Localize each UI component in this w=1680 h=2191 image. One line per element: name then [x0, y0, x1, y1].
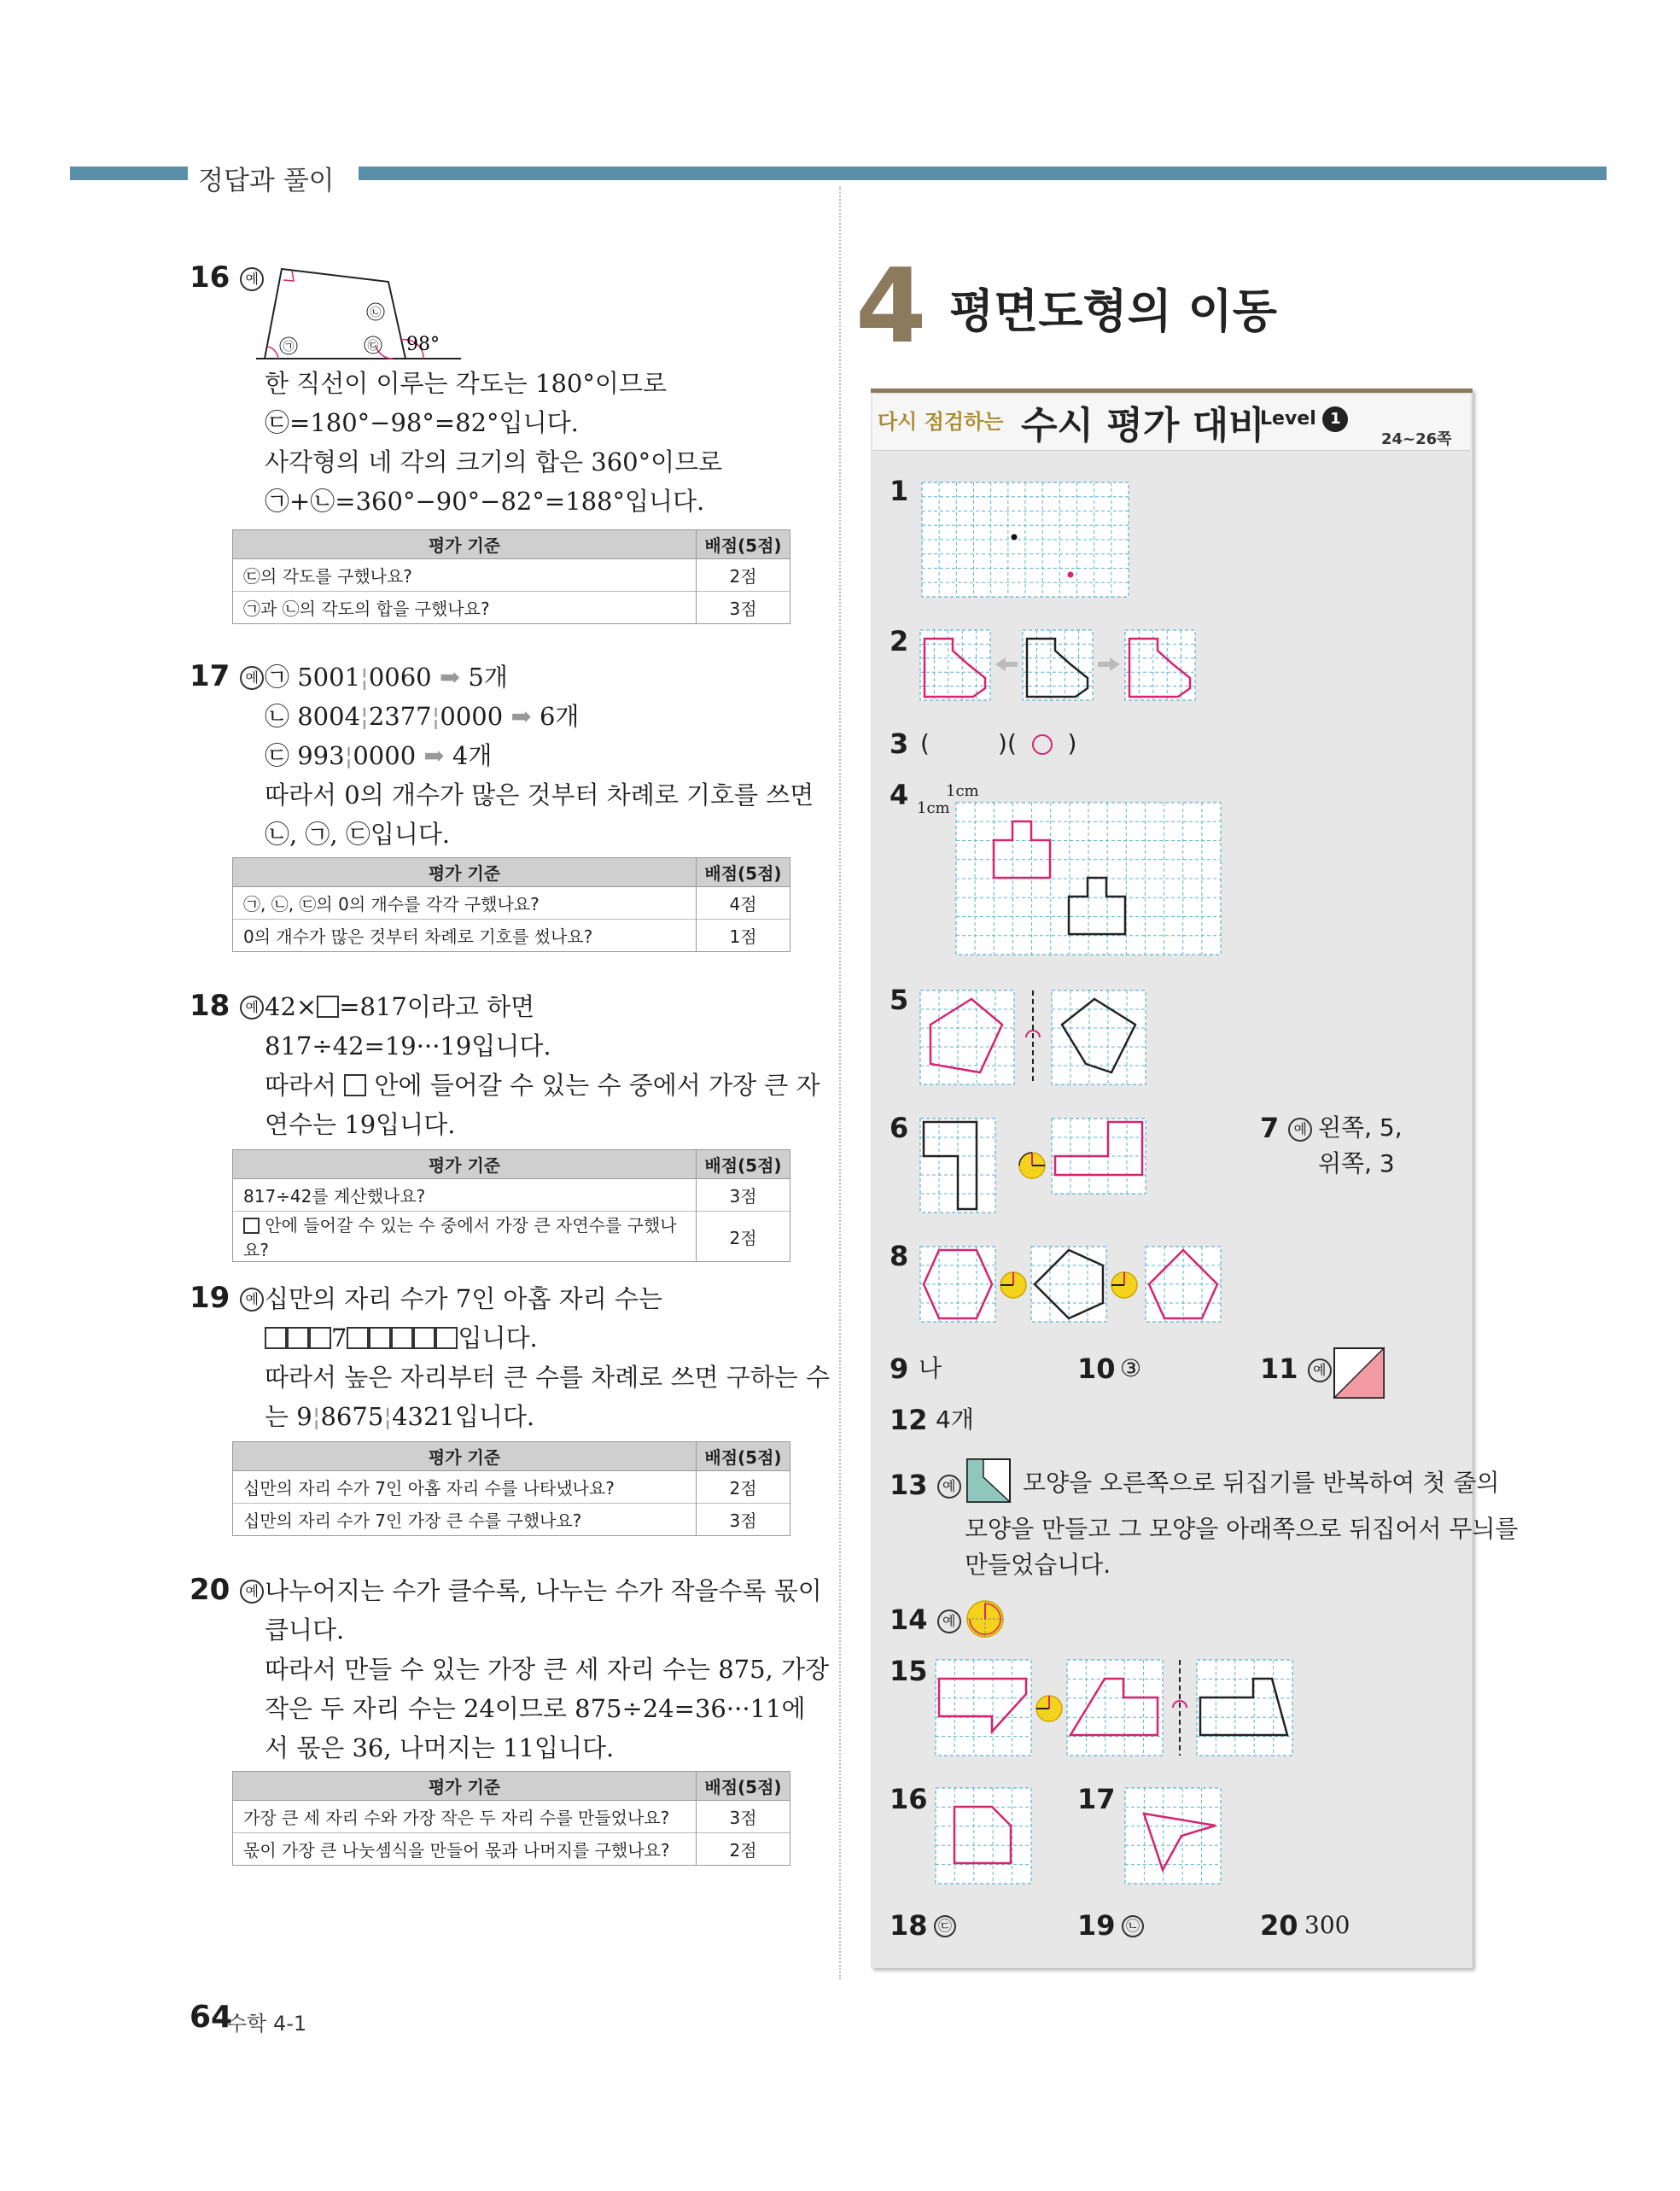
problem-19-line-3: 따라서 높은 자리부터 큰 수를 차례로 쓰면 구하는 수 [265, 1363, 831, 1392]
problem-17-number: 17 예 [190, 659, 264, 693]
q6-grid-a [920, 1119, 995, 1212]
q7-answer-line-2: 위쪽, 3 [1318, 1149, 1395, 1177]
q15-number: 15 [890, 1655, 928, 1687]
q20-answer: 300 [1304, 1911, 1350, 1939]
q4-unit-y: 1cm [917, 799, 950, 817]
q1-number: 1 [890, 475, 909, 507]
problem-20-line-2: 큽니다. [265, 1615, 345, 1645]
problem-17-line-4: 따라서 0의 개수가 많은 것부터 차례로 기호를 쓰면 [265, 780, 814, 809]
q13-number: 13 예 [890, 1469, 961, 1501]
q13-tile-icon [966, 1458, 1011, 1503]
q20-number: 20 [1260, 1909, 1298, 1942]
q15-grid-a [936, 1660, 1031, 1756]
q12-answer: 4개 [936, 1405, 974, 1434]
panel-subtitle: 다시 점검하는 [878, 410, 1004, 434]
header-bar-right [359, 167, 1607, 180]
problem-19-number: 19 예 [190, 1281, 264, 1315]
q10-number: 10 [1077, 1353, 1116, 1385]
problem-20-criteria-table: 평가 기준 배점(5점) 가장 큰 세 자리 수와 가장 작은 두 자리 수를 만들었나요? 3점 몫이 가장 큰 나눗셈식을 만들어 몫과 나머지를 구했나요? 2점 [232, 1771, 790, 1866]
rotate-90-icon [1018, 1151, 1047, 1180]
q7-number: 7 예 [1260, 1112, 1312, 1144]
fig16-label-g3: ㉢ [367, 340, 379, 353]
q12-number: 12 [890, 1404, 928, 1436]
q15-grid-c [1197, 1660, 1292, 1756]
grid-lines [1031, 1247, 1106, 1322]
problem-18-line-4: 연수는 19입니다. [265, 1110, 456, 1139]
unit-number: 4 [855, 248, 927, 366]
q19-number: 19 [1077, 1909, 1116, 1942]
q5-number: 5 [890, 984, 909, 1016]
problem-19-criteria-table: 평가 기준 배점(5점) 십만의 자리 수가 7인 아홉 자리 수를 나타냈나요? 2점 십만의 자리 수가 7인 가장 큰 수를 구했나요? 3점 [232, 1441, 790, 1536]
q9-answer: 나 [919, 1354, 942, 1382]
problem-20-line-1: 나누어지는 수가 클수록, 나누는 수가 작을수록 몫이 [265, 1576, 822, 1605]
q19-answer: ㉡ [1122, 1904, 1144, 1947]
q4-unit-x: 1cm [946, 782, 979, 800]
q6-grid-b [1052, 1119, 1146, 1194]
q3-circle-icon [1032, 734, 1053, 755]
fig16-label-g2: ㉡ [370, 307, 382, 319]
grid-lines [1052, 990, 1146, 1084]
problem-17-criteria-table: 평가 기준 배점(5점) ㉠, ㉡, ㉢의 0의 개수를 각각 구했나요? 4점 0의 개수가 많은 것부터 차례로 기호를 썼나요? 1점 [232, 857, 790, 952]
problem-16-line-2: ㉢=180°−98°=82°입니다. [265, 408, 579, 437]
blank-box-small [243, 1218, 260, 1234]
problem-17-line-5: ㉡, ㉠, ㉢입니다. [265, 820, 451, 849]
grid-lines [922, 482, 1129, 597]
q8-number: 8 [890, 1240, 909, 1272]
blank-box [317, 996, 339, 1018]
q1-grid-figure [922, 482, 1129, 597]
problem-18-line-2: 817÷42=19···19입니다. [265, 1031, 551, 1060]
problem-20-line-4: 작은 두 자리 수는 24이므로 875÷24=36···11에 [265, 1694, 806, 1723]
q13-line-3: 만들었습니다. [965, 1551, 1111, 1579]
q8-grid-a [920, 1247, 995, 1322]
q18-answer: ㉢ [934, 1904, 956, 1947]
q2-number: 2 [890, 625, 909, 657]
q5-grid-b [1052, 990, 1146, 1084]
problem-16-criteria-table: 평가 기준 배점(5점) ㉢의 각도를 구했나요? 2점 ㉠과 ㉡의 각도의 합을 구했나요? 3점 [232, 529, 790, 624]
arrow-right-icon [1098, 656, 1122, 673]
q17-number: 17 [1077, 1783, 1116, 1815]
arrow-left-icon [995, 656, 1019, 673]
problem-18-criteria-table: 평가 기준 배점(5점) 817÷42를 계산했나요? 3점 안에 들어갈 수 있는 수 중에서 가장 큰 자연수를 구했나요? 2점 [232, 1149, 790, 1262]
grid-lines [1125, 1788, 1221, 1884]
problem-18-number: 18 예 [190, 989, 264, 1023]
q14-rotate-icon [965, 1598, 1006, 1639]
q8-grid-b [1031, 1247, 1106, 1322]
header-bar-left [70, 167, 188, 180]
grid-lines [920, 630, 990, 700]
q6-number: 6 [890, 1112, 909, 1144]
problem-19-line-4: 는 9¦8675¦4321입니다. [265, 1402, 535, 1431]
q2-grid-a [920, 630, 990, 700]
q15-rotate-icon [1035, 1694, 1064, 1723]
problem-19-line-1: 십만의 자리 수가 7인 아홉 자리 수는 [265, 1284, 662, 1313]
q10-answer: ③ [1120, 1354, 1142, 1382]
book-title: 수학 4-1 [227, 2012, 307, 2036]
example-mark: 예 [240, 267, 264, 291]
q5-grid-a [920, 990, 1014, 1084]
problem-18-line-3: 따라서 안에 들어갈 수 있는 수 중에서 가장 큰 자 [265, 1071, 820, 1100]
problem-17-line-3: ㉢ 993¦0000 ➡ 4개 [265, 741, 493, 770]
problem-16-number: 16 예 [190, 260, 264, 295]
q16-grid-figure [936, 1788, 1031, 1884]
rotate-icon-b [1110, 1271, 1139, 1300]
unit-title: 평면도형의 이동 [949, 284, 1277, 338]
grid-lines [1125, 630, 1195, 700]
q7-answer-line-1: 왼쪽, 5, [1318, 1113, 1403, 1142]
problem-20-number: 20 예 [190, 1573, 264, 1607]
problem-20-line-5: 서 몫은 36, 나머지는 11입니다. [265, 1733, 615, 1762]
problem-18-line-1: 42× =817이라고 하면 [265, 992, 535, 1021]
q11-shape-figure [1333, 1347, 1385, 1399]
grid-lines [920, 1247, 995, 1322]
flip-axis-icon [1023, 990, 1043, 1084]
page-number: 64 [190, 2000, 233, 2035]
grid-lines [936, 1788, 1031, 1884]
grid-lines [1146, 1247, 1221, 1322]
problem-17-line-1: ㉠ 5001¦0060 ➡ 5개 [265, 663, 508, 692]
q16-number: 16 [890, 1783, 928, 1815]
q15-grid-b [1067, 1660, 1163, 1756]
q8-grid-c [1146, 1247, 1221, 1322]
q2-grid-c [1125, 630, 1195, 700]
problem-17-line-2: ㉡ 8004¦2377¦0000 ➡ 6개 [265, 702, 580, 731]
q11-number: 11 예 [1260, 1353, 1332, 1385]
problem-16-line-4: ㉠+㉡=360°−90°−82°=188°입니다. [265, 487, 705, 516]
problem-19-line-2: 7 입니다. [265, 1318, 538, 1358]
q4-number: 4 [890, 779, 909, 811]
fig16-angle: 98° [406, 334, 440, 355]
panel-level: Level 1 [1260, 406, 1348, 432]
fig16-label-g1: ㉠ [283, 341, 295, 353]
q14-number: 14 예 [890, 1604, 961, 1636]
grid-lines [936, 1660, 1031, 1756]
q9-number: 9 [890, 1353, 909, 1385]
q13-line-1: 모양을 오른쪽으로 뒤집기를 반복하여 첫 줄의 [1023, 1469, 1500, 1497]
q3-number: 3 [890, 727, 909, 760]
column-divider [839, 186, 841, 1979]
blank-box [344, 1074, 366, 1096]
q2-grid-b [1023, 630, 1093, 700]
q3-answer: ( )( ) [920, 729, 1077, 757]
panel-title: 수시 평가 대비 [1021, 404, 1265, 447]
panel-pages: 24~26쪽 [1381, 430, 1452, 448]
grid-lines [1023, 630, 1093, 700]
problem-16-figure [256, 265, 478, 359]
q18-number: 18 [890, 1909, 928, 1942]
header-title: 정답과 풀이 [198, 166, 335, 196]
problem-20-line-3: 따라서 만들 수 있는 가장 큰 세 자리 수는 875, 가장 [265, 1655, 830, 1684]
grid-lines [1067, 1660, 1163, 1756]
q13-line-2: 모양을 만들고 그 모양을 아래쪽으로 뒤집어서 무늬를 [965, 1515, 1519, 1543]
q4-grid-figure [956, 803, 1221, 955]
q17-grid-figure [1125, 1788, 1221, 1884]
q15-flip-axis-icon [1170, 1660, 1190, 1756]
problem-16-line-1: 한 직선이 이루는 각도는 180°이므로 [265, 369, 667, 398]
problem-16-line-3: 사각형의 네 각의 크기의 합은 360°이므로 [265, 447, 723, 476]
rotate-icon-a [999, 1271, 1028, 1300]
grid-lines [1197, 1660, 1292, 1756]
